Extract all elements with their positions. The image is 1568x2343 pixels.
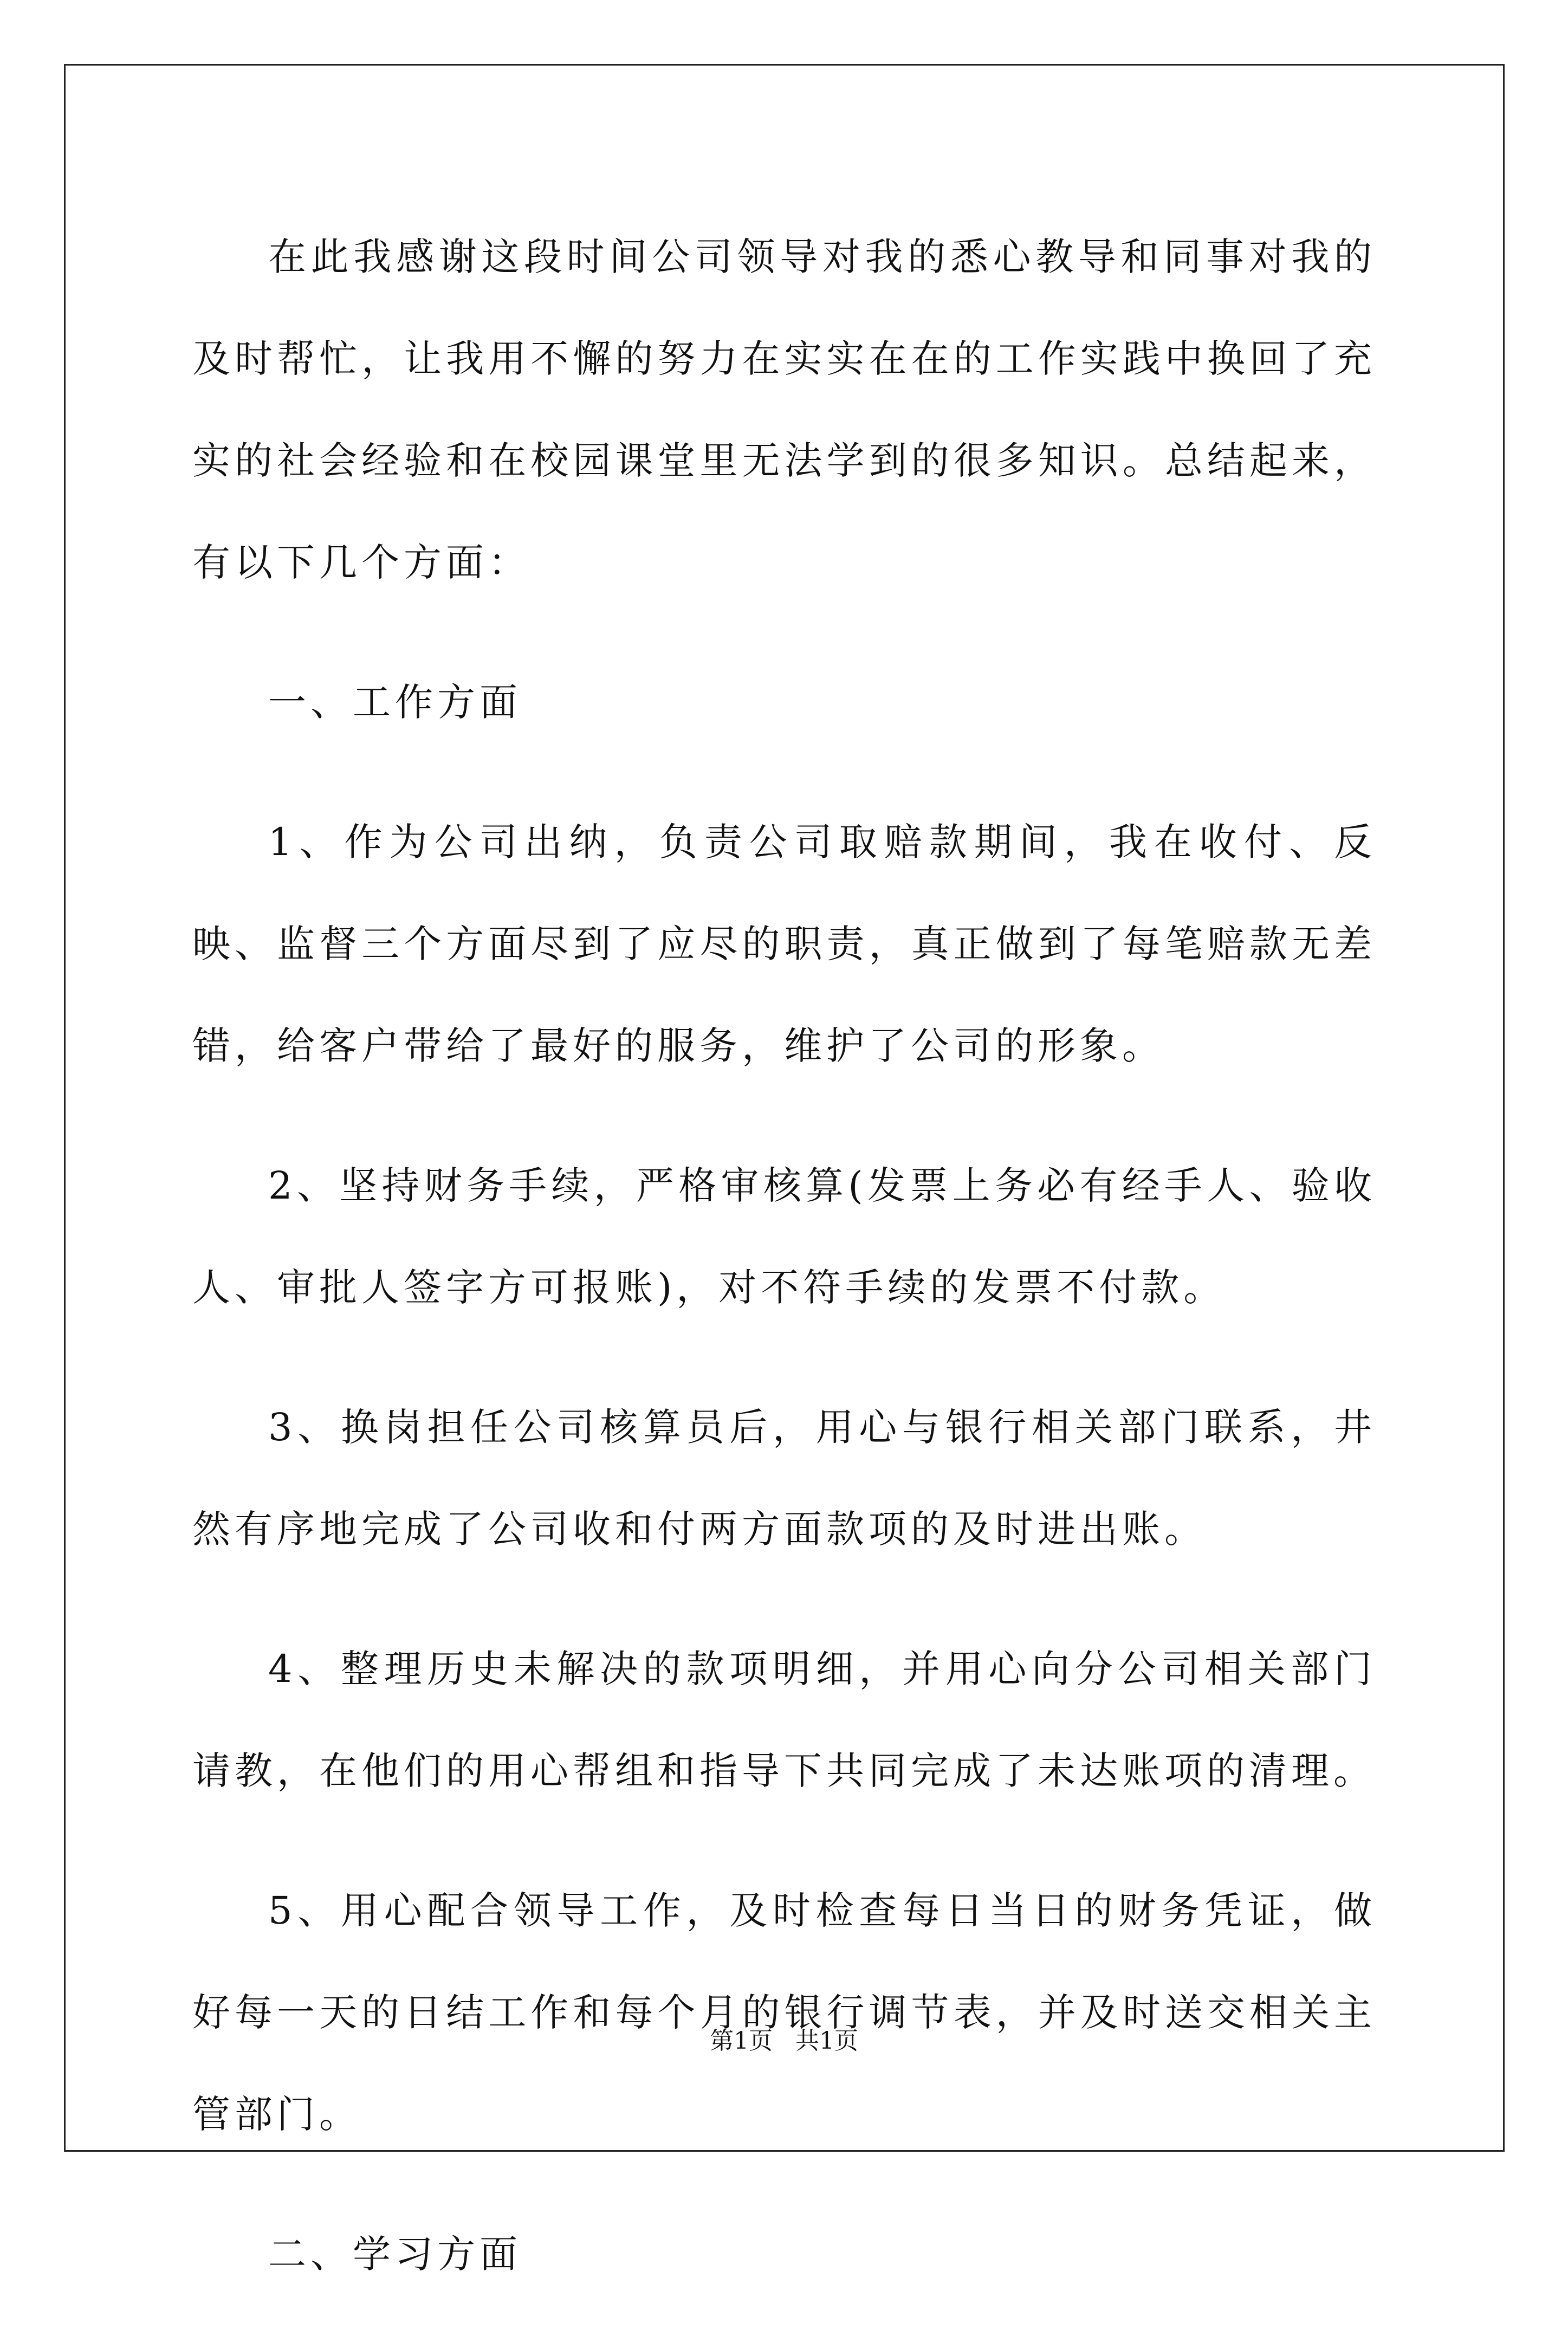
paragraph-text: 3、换岗担任公司核算员后，用心与银行相关部门联系，井然有序地完成了公司收和付两方面款项的及时进出账。 <box>192 1405 1376 1551</box>
section-heading-study <box>192 2203 1376 2305</box>
page-number-total: 共1页 <box>795 2027 858 2055</box>
paragraph-item-2 <box>192 1135 1376 1338</box>
paragraph-item-5 <box>192 1860 1376 2165</box>
paragraph-item-1 <box>192 791 1376 1097</box>
section-heading-work <box>192 651 1376 753</box>
page-number-current: 第1页 <box>710 2027 773 2055</box>
paragraph-text: 2、坚持财务手续，严格审核算(发票上务必有经手人、验收人、审批人签字方可报账)，对不符手续的发票不付款。 <box>192 1163 1376 1310</box>
paragraph-item-3 <box>192 1376 1376 1580</box>
paragraph-intro <box>192 206 1376 613</box>
paragraph-text: 5、用心配合领导工作，及时检查每日当日的财务凭证，做好每一天的日结工作和每个月的银行调节表，并及时送交相关主管部门。 <box>192 1888 1376 2137</box>
paragraph-item-4 <box>192 1618 1376 1822</box>
paragraph-text: 在此我感谢这段时间公司领导对我的悉心教导和同事对我的及时帮忙，让我用不懈的努力在实实在在的工作实践中换回了充实的社会经验和在校园课堂里无法学到的很多知识。总结起来，有以下几个方面： <box>192 235 1376 585</box>
heading-text: 一、工作方面 <box>268 680 522 724</box>
page-footer <box>0 2021 1568 2056</box>
paragraph-text: 1、作为公司出纳，负责公司取赔款期间，我在收付、反映、监督三个方面尽到了应尽的职责，真正做到了每笔赔款无差错，给客户带给了最好的服务，维护了公司的形象。 <box>192 820 1376 1068</box>
paragraph-text: 4、整理历史未解决的款项明细，并用心向分公司相关部门请教，在他们的用心帮组和指导下共同完成了未达账项的清理。 <box>192 1647 1376 1793</box>
heading-text: 二、学习方面 <box>268 2232 522 2276</box>
